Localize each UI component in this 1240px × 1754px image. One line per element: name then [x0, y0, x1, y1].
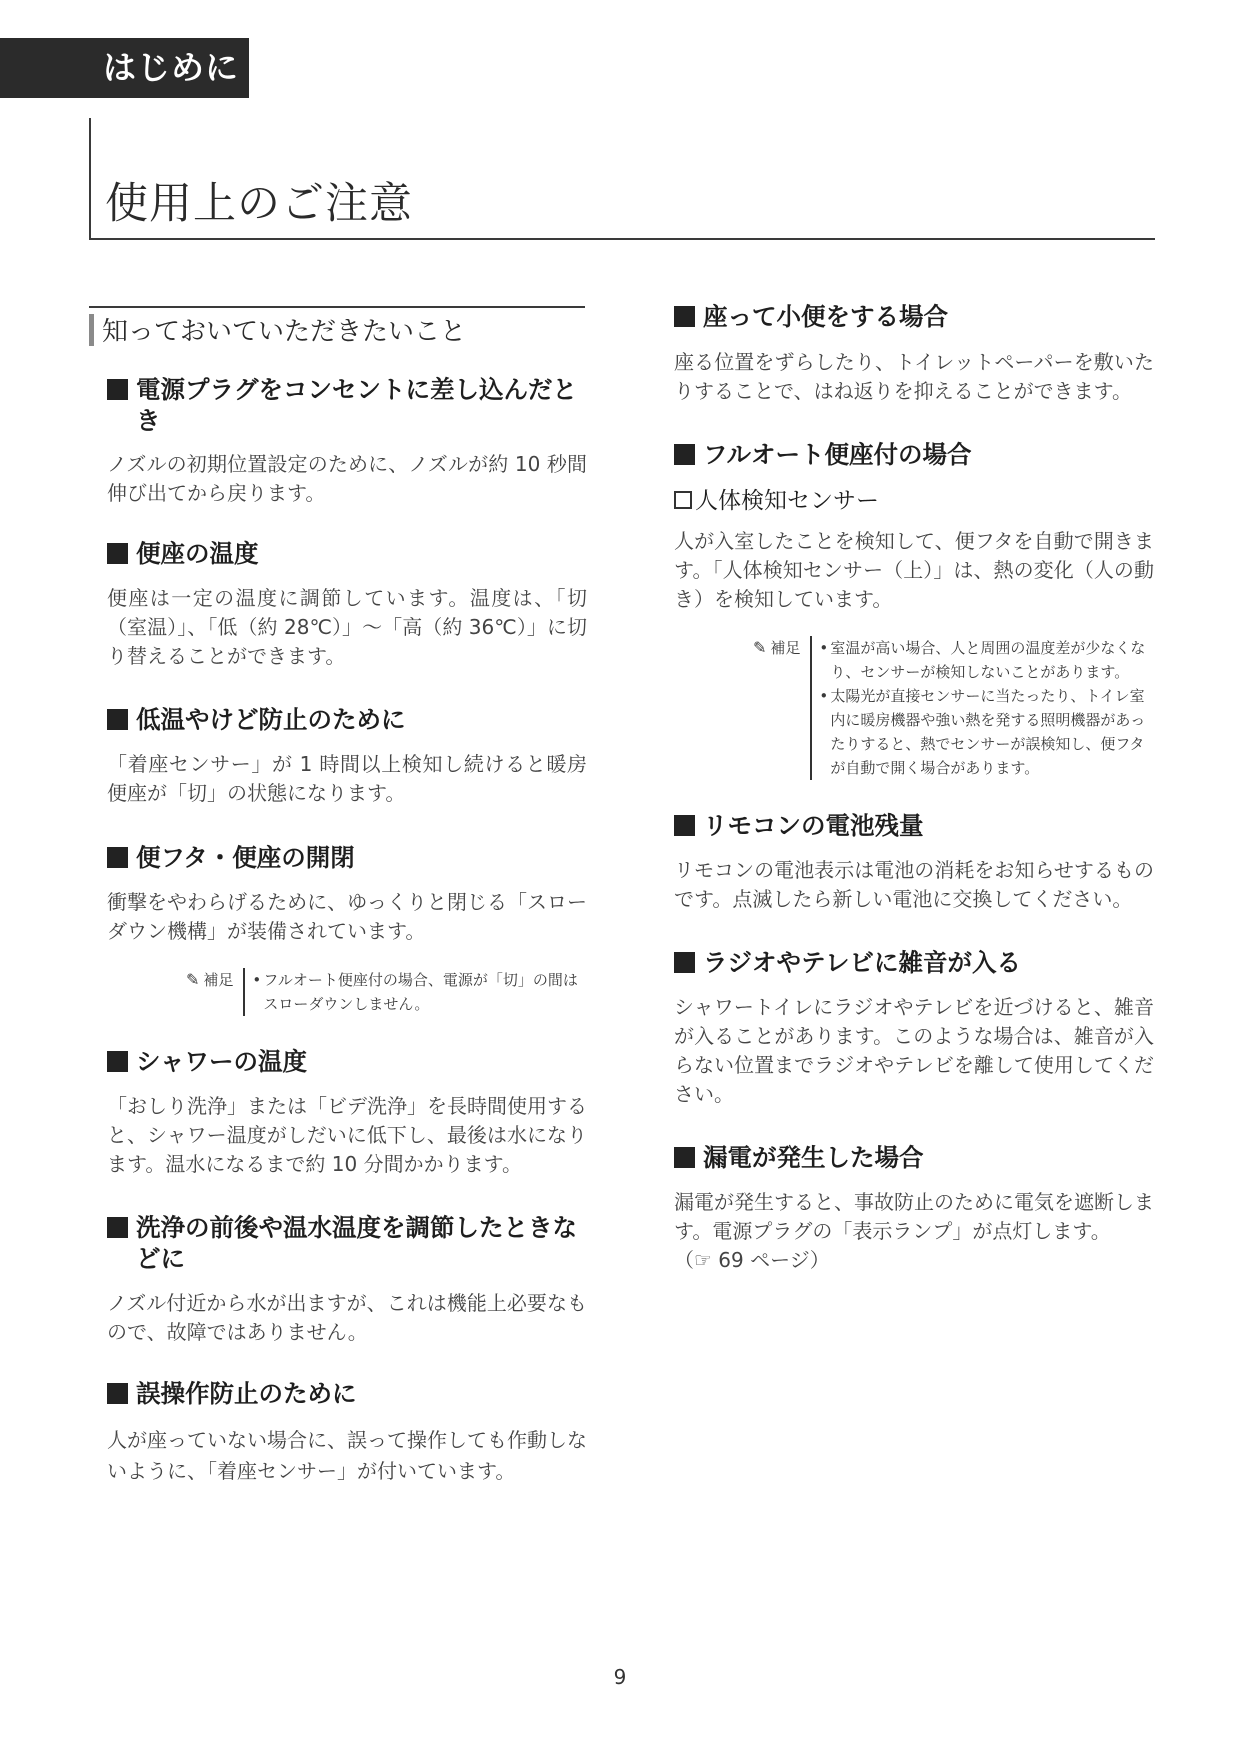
title-rule-vertical [89, 118, 91, 240]
topic-heading: ラジオやテレビに雑音が入る [674, 947, 1154, 978]
square-bullet-icon [674, 952, 695, 973]
topic-body: ノズルの初期位置設定のために、ノズルが約 10 秒間伸び出てから戻ります。 [107, 452, 587, 505]
title-rule-horizontal [89, 238, 1155, 240]
topic [107, 1378, 587, 1487]
page-reference: （☞ 69 ページ） [674, 1248, 830, 1272]
square-bullet-icon [674, 815, 695, 836]
topic-heading: リモコンの電池残量 [674, 810, 1154, 841]
topic-heading: 低温やけど防止のために [107, 704, 587, 735]
topic-heading: 洗浄の前後や温水温度を調節したときなどに [107, 1212, 587, 1274]
topic [674, 1142, 1154, 1275]
topic-heading: 便フタ・便座の開閉 [107, 842, 587, 873]
topic-body: 衝撃をやわらげるために、ゆっくりと閉じる「スローダウン機構」が装備されています。 [107, 890, 587, 943]
page-number: 9 [613, 1665, 627, 1689]
topic [674, 301, 1154, 406]
note-item: • フルオート便座付の場合、電源が「切」の間はスローダウンしません。 [252, 971, 578, 1013]
square-bullet-icon [674, 306, 695, 327]
section-marker [89, 314, 94, 346]
section-title: 知っておいていただきたいこと [102, 317, 467, 347]
topic-heading: シャワーの温度 [107, 1046, 587, 1077]
topic-body: シャワートイレにラジオやテレビを近づけると、雑音が入ることがあります。このような場合は、雑音が入らない位置までラジオやテレビを離して使用してください。 [674, 995, 1154, 1106]
topic [107, 374, 587, 508]
square-bullet-icon [107, 847, 128, 868]
topic-body: ノズル付近から水が出ますが、これは機能上必要なもので、故障ではありません。 [107, 1291, 587, 1344]
square-bullet-icon [107, 379, 128, 400]
page-title: 使用上のご注意 [105, 179, 413, 229]
topic-heading: 便座の温度 [107, 538, 587, 569]
square-bullet-icon [107, 1051, 128, 1072]
square-bullet-icon [107, 543, 128, 564]
topic-heading: 電源プラグをコンセントに差し込んだとき [107, 374, 587, 436]
topic [107, 704, 587, 808]
square-bullet-icon [674, 1147, 695, 1168]
topic [674, 439, 1154, 780]
topic [674, 947, 1154, 1109]
topic [674, 810, 1154, 914]
topic [107, 1046, 587, 1179]
note-item: • 太陽光が直接センサーに当たったり、トイレ室内に暖房機器や強い熱を発する照明機器があったりすると、熱でセンサーが誤検知し、便フタが自動で開く場合があります。 [819, 687, 1146, 777]
pencil-icon: ✎ [186, 970, 200, 989]
checkbox-square-icon [674, 491, 692, 509]
topic-body: 「着座センサー」が 1 時間以上検知し続けると暖房便座が「切」の状態になります。 [107, 752, 587, 805]
right-column [674, 301, 1154, 1275]
supplement-note [753, 636, 1154, 780]
topic-heading: 誤操作防止のために [107, 1378, 587, 1409]
note-label: ✎ 補足 [753, 636, 800, 780]
supplement-note [186, 968, 587, 1016]
square-bullet-icon [107, 1217, 128, 1238]
square-bullet-icon [107, 1383, 128, 1404]
left-column [107, 374, 587, 1487]
chapter-tab: はじめに [0, 38, 249, 98]
topic-body: リモコンの電池表示は電池の消耗をお知らせするものです。点滅したら新しい電池に交換してください。 [674, 858, 1154, 911]
topic-heading: 漏電が発生した場合 [674, 1142, 1154, 1173]
topic-body: 人が座っていない場合に、誤って操作しても作動しないように、「着座センサー」が付いています。 [107, 1428, 587, 1483]
topic [107, 842, 587, 1016]
note-items [810, 636, 1154, 780]
topic-body: 座る位置をずらしたり、トイレットペーパーを敷いたりすることで、はね返りを抑えることができます。 [674, 350, 1154, 403]
section-header [89, 306, 585, 348]
topic-heading: 座って小便をする場合 [674, 301, 1154, 332]
note-items [243, 968, 587, 1016]
topic-body: 便座は一定の温度に調節しています。温度は、「切（室温）」、「低（約 28℃）」～「高（約 36℃）」に切り替えることができます。 [107, 586, 587, 668]
note-label: ✎ 補足 [186, 968, 233, 1016]
square-bullet-icon [107, 709, 128, 730]
topic-heading: フルオート便座付の場合 [674, 439, 1154, 470]
topic-body: 「おしり洗浄」または「ビデ洗浄」を長時間使用すると、シャワー温度がしだいに低下し、最後は水になります。温水になるまで約 10 分間かかります。 [107, 1094, 587, 1176]
topic [107, 538, 587, 671]
pencil-icon: ✎ [753, 638, 767, 657]
square-bullet-icon [674, 444, 695, 465]
topic-body: 人が入室したことを検知して、便フタを自動で開きます。「人体検知センサー（上）」は、熱の変化（人の動き）を検知しています。 [674, 529, 1154, 611]
note-item: • 室温が高い場合、人と周囲の温度差が少なくなり、センサーが検知しないことがあります。 [819, 639, 1146, 681]
subtopic-heading: 人体検知センサー [674, 486, 1154, 516]
topic-body: 漏電が発生すると、事故防止のために電気を遮断します。電源プラグの「表示ランプ」が点灯します。 [674, 1190, 1154, 1243]
topic [107, 1212, 587, 1347]
